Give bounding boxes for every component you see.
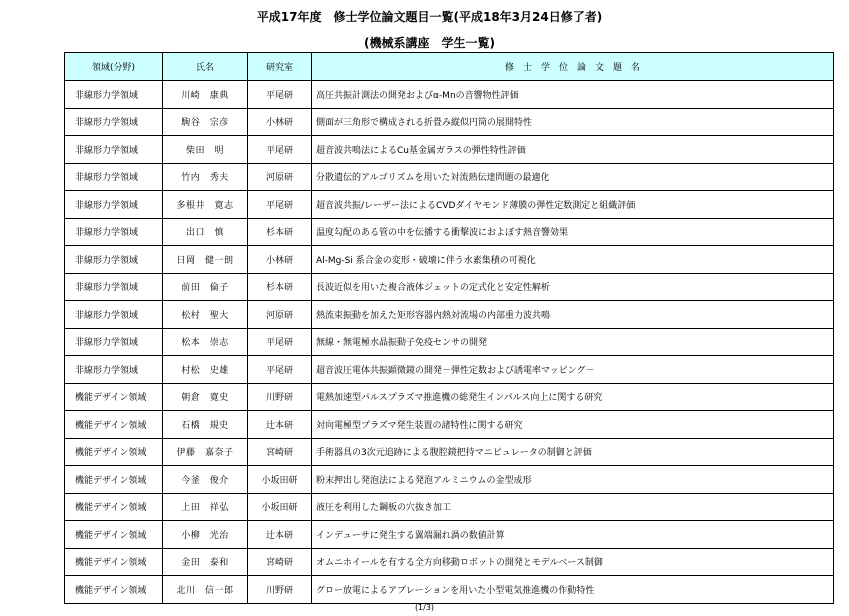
document-title: 平成17年度 修士学位論文題目一覧(平成18年3月24日修了者)	[256, 10, 603, 24]
lab-cell: 宮崎研	[248, 548, 312, 576]
table-row	[65, 383, 834, 411]
lab-cell: 平尾研	[248, 136, 312, 164]
name-cell: 金田 泰和	[163, 548, 248, 576]
area-cell: 機能デザイン領域	[65, 576, 163, 604]
thesis-table	[64, 52, 834, 604]
table-row	[65, 301, 834, 329]
name-cell: 川崎 康典	[163, 81, 248, 109]
table-row	[65, 191, 834, 219]
name-cell: 竹内 秀夫	[163, 163, 248, 191]
header-name: 氏名	[163, 53, 248, 81]
document-subtitle: (機械系講座 学生一覧)	[364, 36, 495, 50]
header-thesis: 修 士 学 位 論 文 題 名	[312, 53, 834, 81]
table-row	[65, 163, 834, 191]
table-row	[65, 81, 834, 109]
name-cell: 松本 崇志	[163, 328, 248, 356]
lab-cell: 平尾研	[248, 191, 312, 219]
thesis-cell: 対向電極型プラズマ発生装置の諸特性に関する研究	[312, 411, 834, 439]
area-cell: 機能デザイン領域	[65, 383, 163, 411]
lab-cell: 宮崎研	[248, 438, 312, 466]
area-cell: 機能デザイン領域	[65, 521, 163, 549]
area-cell: 非線形力学領域	[65, 301, 163, 329]
name-cell: 柴田 明	[163, 136, 248, 164]
name-cell: 北川 信一郎	[163, 576, 248, 604]
lab-cell: 平尾研	[248, 356, 312, 384]
name-cell: 多根井 寛志	[163, 191, 248, 219]
name-cell: 伊藤 嘉奈子	[163, 438, 248, 466]
lab-cell: 小林研	[248, 108, 312, 136]
thesis-cell: インデューサに発生する翼端漏れ渦の数値計算	[312, 521, 834, 549]
lab-cell: 河原研	[248, 163, 312, 191]
lab-cell: 辻本研	[248, 411, 312, 439]
thesis-cell: 超音波共振/レーザー法によるCVDダイヤモンド薄膜の弾性定数測定と組織評価	[312, 191, 834, 219]
thesis-cell: 高圧共振計測法の開発およびα-Mnの音響物性評価	[312, 81, 834, 109]
thesis-cell: 側面が三角形で構成される折畳み縦似円筒の展開特性	[312, 108, 834, 136]
area-cell: 非線形力学領域	[65, 356, 163, 384]
lab-cell: 川野研	[248, 576, 312, 604]
name-cell: 石橋 規史	[163, 411, 248, 439]
lab-cell: 平尾研	[248, 328, 312, 356]
lab-cell: 河原研	[248, 301, 312, 329]
area-cell: 非線形力学領域	[65, 328, 163, 356]
name-cell: 松村 聖大	[163, 301, 248, 329]
table-row	[65, 136, 834, 164]
name-cell: 朝倉 寛史	[163, 383, 248, 411]
table-row	[65, 521, 834, 549]
thesis-cell: 液圧を利用した鋼板の穴抜き加工	[312, 493, 834, 521]
table-row	[65, 411, 834, 439]
area-cell: 非線形力学領域	[65, 246, 163, 274]
thesis-cell: 電熱加速型パルスプラズマ推進機の総発生インパルス向上に関する研究	[312, 383, 834, 411]
lab-cell: 小坂田研	[248, 493, 312, 521]
name-cell: 日岡 健一朗	[163, 246, 248, 274]
table-row	[65, 493, 834, 521]
lab-cell: 杉本研	[248, 273, 312, 301]
name-cell: 上田 祥弘	[163, 493, 248, 521]
area-cell: 非線形力学領域	[65, 191, 163, 219]
lab-cell: 小林研	[248, 246, 312, 274]
lab-cell: 小坂田研	[248, 466, 312, 494]
table-row	[65, 438, 834, 466]
area-cell: 機能デザイン領域	[65, 438, 163, 466]
table-row	[65, 108, 834, 136]
table-row	[65, 273, 834, 301]
area-cell: 非線形力学領域	[65, 81, 163, 109]
area-cell: 非線形力学領域	[65, 273, 163, 301]
thesis-cell: 温度勾配のある管の中を伝播する衝撃波におよぼす熱音響効果	[312, 218, 834, 246]
name-cell: 駒谷 宗彦	[163, 108, 248, 136]
area-cell: 機能デザイン領域	[65, 411, 163, 439]
table-row	[65, 576, 834, 604]
thesis-cell: グロー放電によるアブレーションを用いた小型電気推進機の作動特性	[312, 576, 834, 604]
name-cell: 今釜 俊介	[163, 466, 248, 494]
thesis-cell: 超音波圧電体共振顕微鏡の開発－弾性定数および誘電率マッピング－	[312, 356, 834, 384]
table-header-row	[65, 53, 834, 81]
area-cell: 非線形力学領域	[65, 218, 163, 246]
thesis-cell: 超音波共鳴法によるCu基金属ガラスの弾性特性評価	[312, 136, 834, 164]
header-lab: 研究室	[248, 53, 312, 81]
thesis-cell: Al-Mg-Si 系合金の変形・破壊に伴う水素集積の可視化	[312, 246, 834, 274]
area-cell: 非線形力学領域	[65, 136, 163, 164]
table-row	[65, 218, 834, 246]
table-row	[65, 548, 834, 576]
area-cell: 機能デザイン領域	[65, 466, 163, 494]
lab-cell: 辻本研	[248, 521, 312, 549]
thesis-cell: 長波近似を用いた複合液体ジェットの定式化と安定性解析	[312, 273, 834, 301]
header-area: 領域(分野)	[65, 53, 163, 81]
area-cell: 非線形力学領域	[65, 108, 163, 136]
thesis-cell: 手術器具の3次元追跡による腹腔鏡把持マニピュレータの制御と評価	[312, 438, 834, 466]
name-cell: 村松 史雄	[163, 356, 248, 384]
area-cell: 非線形力学領域	[65, 163, 163, 191]
thesis-cell: 熱流束振動を加えた矩形容器内熱対流場の内部重力波共鳴	[312, 301, 834, 329]
table-row	[65, 328, 834, 356]
lab-cell: 平尾研	[248, 81, 312, 109]
table-row	[65, 466, 834, 494]
page-indicator: (1/3)	[414, 603, 435, 612]
lab-cell: 川野研	[248, 383, 312, 411]
table-row	[65, 246, 834, 274]
thesis-cell: 無線・無電極水晶振動子免疫センサの開発	[312, 328, 834, 356]
thesis-cell: オムニホイールを有する全方向移動ロボットの開発とモデルベース制御	[312, 548, 834, 576]
name-cell: 出口 慎	[163, 218, 248, 246]
thesis-cell: 粉末押出し発泡法による発泡アルミニウムの金型成形	[312, 466, 834, 494]
thesis-cell: 分散遺伝的アルゴリズムを用いた対流熱伝達問題の最適化	[312, 163, 834, 191]
name-cell: 前田 倫子	[163, 273, 248, 301]
area-cell: 機能デザイン領域	[65, 548, 163, 576]
name-cell: 小柳 光治	[163, 521, 248, 549]
lab-cell: 杉本研	[248, 218, 312, 246]
table-row	[65, 356, 834, 384]
area-cell: 機能デザイン領域	[65, 493, 163, 521]
